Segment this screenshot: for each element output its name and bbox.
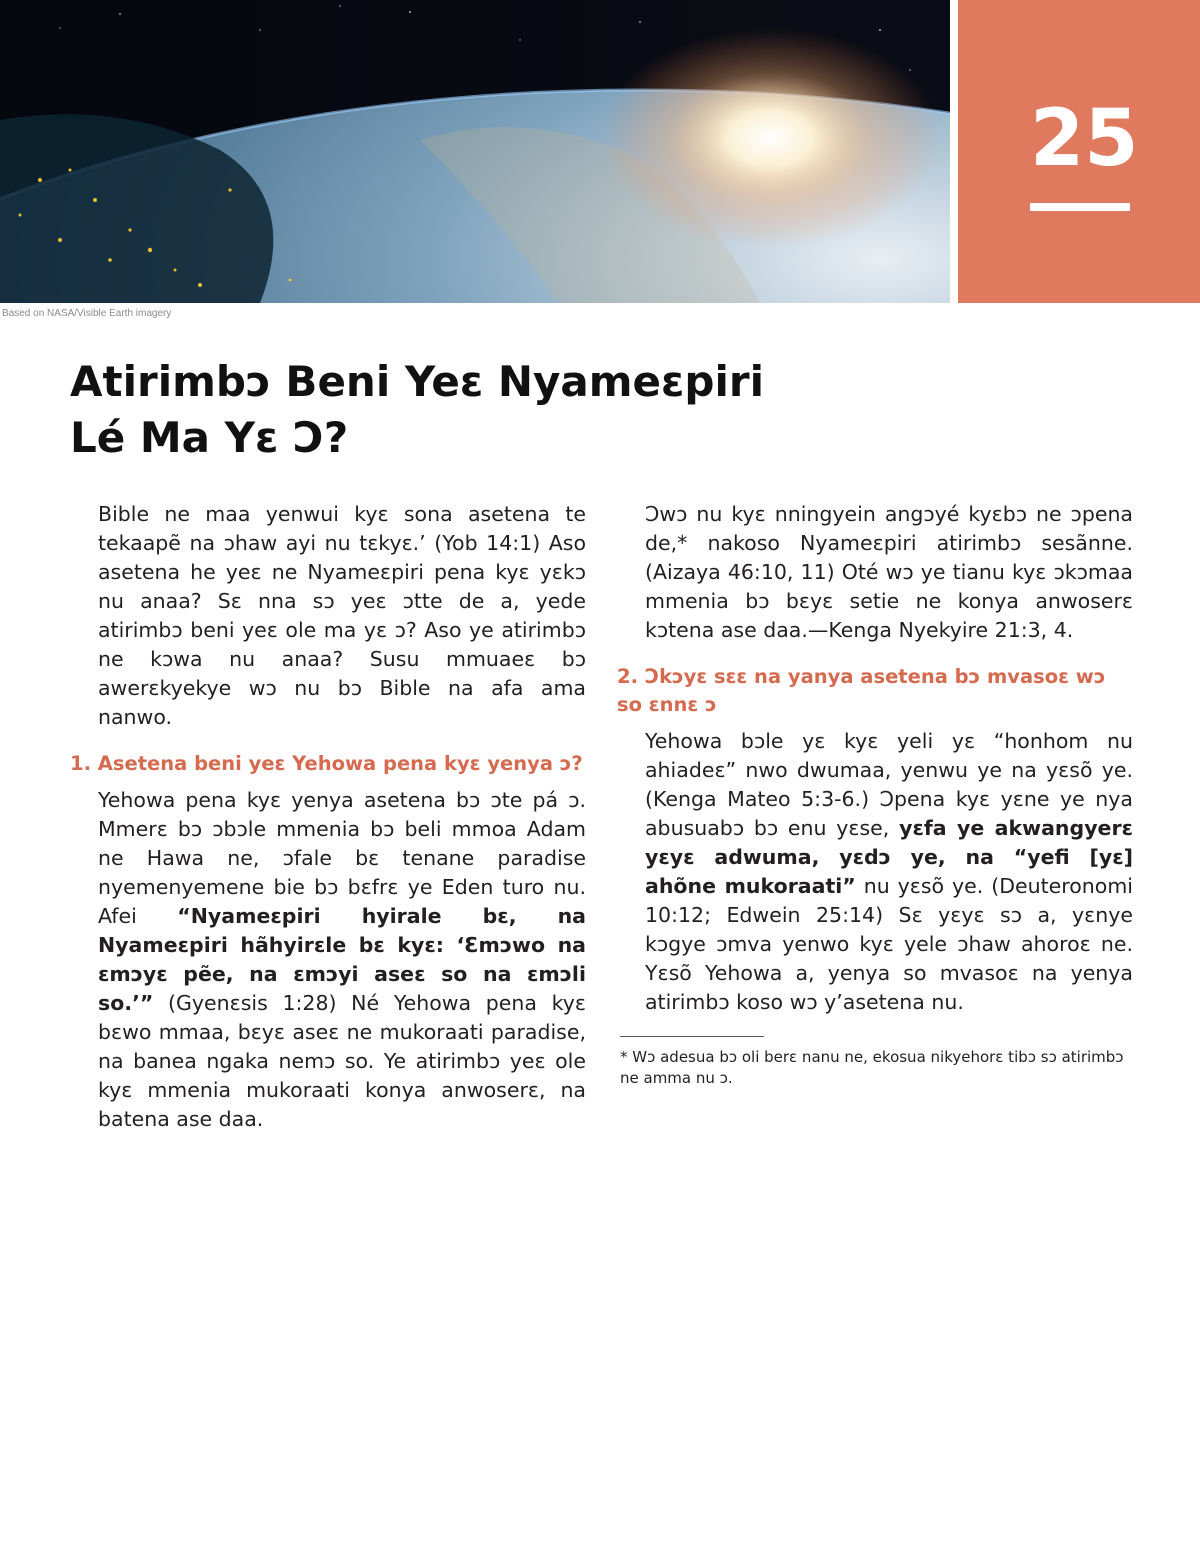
section-2-text-c: nu yɛsõ ye. (Deuteronomi 10:12; Edwein 25:14) Sɛ yɛyɛ sɔ a, yɛnye kɔgye ɔmva yenwo kyɛ yele ɔhaw ahoroɛ ne. Yɛsõ Yehowa a, yenya so mvasoɛ na yenya atirimbɔ koso wɔ y’asetena nu. — [645, 874, 1133, 1014]
section-1-paragraph — [98, 786, 586, 1134]
left-column — [70, 500, 586, 1134]
section-2-emphasis: yɛfa ye akwangyerɛ yɛyɛ adwuma, yɛdɔ ye, na “yefi [yɛ] ahõne mukoraati” — [645, 816, 1133, 898]
title-line-1: Atirimbɔ Beni Yeɛ Nyameɛpiri — [70, 357, 764, 406]
question-2-heading: 2. Ɔkɔyɛ sɛɛ na yanya asetena bɔ mvasoɛ wɔ so ɛnnɛ ɔ — [617, 665, 1106, 716]
footnote-divider — [620, 1036, 764, 1037]
section-1-scripture-quote: “Nyameɛpiri hyirale bɛ, na Nyameɛpiri hãhyirɛle bɛ kyɛ: ‘Ɛmɔwo na ɛmɔyɛ pẽe, na ɛmɔyi aseɛ so na ɛmɔli so.’” — [98, 904, 586, 1015]
right-column — [617, 500, 1133, 1089]
page-title — [70, 354, 890, 466]
footnote: * Wɔ adesua bɔ oli berɛ nanu ne, ekosua nikyehorɛ tibɔ sɔ atirimbɔ ne amma nu ɔ. — [620, 1048, 1124, 1087]
title-line-2: Lé Ma Yɛ Ɔ? — [70, 413, 349, 462]
earth-illustration — [0, 0, 950, 303]
section-2-text-a: Yehowa bɔle yɛ kyɛ yeli yɛ “honhom nu ahiadeɛ” nwo dwumaa, yenwu ye na yɛsõ ye. (Kenga Mateo 5:3-6.) Ɔpena kyɛ yɛne ye nya abusuabɔ bɔ enu yɛse, — [645, 729, 1133, 840]
section-1-text-a: Yehowa pena kyɛ yenya asetena bɔ ɔte pá ɔ. Mmerɛ bɔ ɔbɔle mmenia bɔ beli mmoa Adam ne Hawa ne, ɔfale bɛ tenane paradise nyemenyemene bie bɔ bɛfrɛ ye Eden turo nu. Afei — [98, 788, 586, 928]
earth-from-space-image — [0, 0, 950, 303]
lesson-number-box — [958, 0, 1200, 303]
question-1-heading: 1. Asetena beni yeɛ Yehowa pena kyɛ yenya ɔ? — [70, 752, 583, 775]
lesson-number-underline — [1030, 203, 1130, 211]
image-credit: Based on NASA/Visible Earth imagery — [2, 308, 172, 319]
right-intro-paragraph: Ɔwɔ nu kyɛ nningyein angɔyé kyɛbɔ ne ɔpena de,* nakoso Nyameɛpiri atirimbɔ sesãnne. (Aizaya 46:10, 11) Oté wɔ ye tianu kyɛ ɔkɔmaa mmenia bɔ bɛyɛ setie ne konya anwoserɛ kɔtena ase daa.—Kenga Nyekyire 21:3, 4. — [645, 502, 1133, 642]
section-1-text-c: (Gyenɛsis 1:28) Né Yehowa pena kyɛ bɛwo mmaa, bɛyɛ aseɛ ne mukoraati paradise, na banea ngaka nemɔ so. Ye atirimbɔ yeɛ ole kyɛ mmenia mukoraati konya anwoserɛ, na batena ase daa. — [98, 991, 586, 1131]
intro-paragraph: Bible ne maa yenwui kyɛ sona asetena te tekaapẽ na ɔhaw ayi nu tɛkyɛ.’ (Yob 14:1) Aso asetena he yeɛ ne Nyameɛpiri pena kyɛ yɛkɔ nu anaa? Sɛ nna sɔ yeɛ ɔtte de a, yede atirimbɔ beni yeɛ ole ma yɛ ɔ? Aso ye atirimbɔ ne kɔwa nu anaa? Susu mmuaeɛ bɔ awerɛkyekye wɔ nu bɔ Bible na afa ama nanwo. — [98, 502, 586, 729]
lesson-number: 25 — [1030, 94, 1139, 184]
section-2-paragraph — [645, 727, 1133, 1017]
